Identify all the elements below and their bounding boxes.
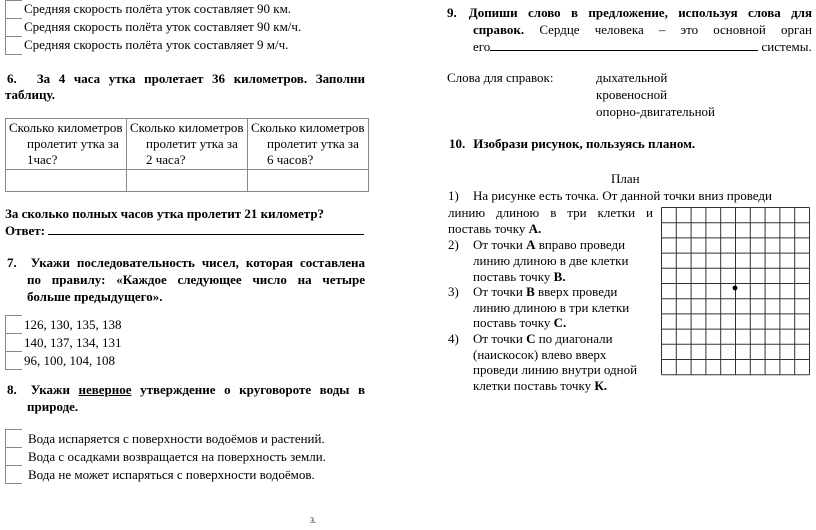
- q7-option-2: 140, 137, 134, 131: [24, 335, 122, 350]
- q9-hint-1: дыхательной: [596, 70, 668, 85]
- q10-step1-l3-pre: поставь точку: [448, 221, 526, 236]
- q5-option-3: Средняя скорость полёта уток составляет 9 м/ч.: [24, 37, 289, 52]
- q9-line3-end: системы.: [761, 39, 812, 54]
- q10-step4-b: С: [526, 331, 536, 346]
- q6-header-1-line3: 1час?: [27, 152, 58, 167]
- q10-step3-l3-pre: поставь точку: [473, 315, 551, 330]
- grid-lines: [662, 208, 810, 375]
- q10-point-a: А.: [528, 221, 542, 236]
- q6-table: [5, 118, 369, 192]
- page-number: 3.: [310, 516, 316, 525]
- q10-step4-l3: проведи линию внутри одной: [473, 362, 638, 377]
- q10-step4-num: 4): [448, 331, 459, 346]
- q10-title: Изобрази рисунок, пользуясь планом.: [473, 136, 696, 151]
- q10-step4-l4: [473, 377, 607, 394]
- q10-step3-l2: линию длиною в три клетки: [473, 300, 630, 315]
- q7-line2: по правилу: «Каждое следующее число на четыре: [27, 272, 365, 287]
- q10-step2-l2: линию длиною в две клетки: [473, 253, 629, 268]
- q10-step3-b: В: [526, 284, 535, 299]
- q6-question: За сколько полных часов утка пролетит 21 километр?: [5, 206, 325, 221]
- q8-option-1: Вода испаряется с поверхности водоёмов и растений.: [28, 431, 325, 446]
- q10-point-k: К.: [594, 378, 608, 393]
- q7-option-1: 126, 130, 135, 138: [24, 317, 122, 332]
- q8-option-2: Вода с осадками возвращается на поверхность земли.: [28, 449, 326, 464]
- q9-hint-label: Слова для справок:: [447, 70, 554, 85]
- q10-point-c: С.: [553, 315, 567, 330]
- q6-header-2-line1: Сколько километров: [130, 120, 244, 135]
- q10-step1-num: 1): [448, 188, 459, 203]
- q8-word2: неверное: [78, 382, 132, 397]
- q10-step2-num: 2): [448, 237, 459, 252]
- q7-number: 7.: [7, 255, 17, 270]
- q6-number: 6.: [7, 71, 17, 86]
- q7-checkbox-3[interactable]: [5, 351, 22, 370]
- q9-hint-3: опорно-двигательной: [596, 104, 715, 119]
- q6-header-2-line2: пролетит утка за: [146, 136, 238, 151]
- q9-line3-start: его: [473, 39, 491, 54]
- start-point: [733, 286, 738, 291]
- q10-step1-l2: линию длиною в три клетки и: [448, 205, 653, 220]
- q10-step4-l4-pre: клетки поставь точку: [473, 378, 592, 393]
- q8-checkbox-3[interactable]: [5, 465, 22, 484]
- q9-line2: [473, 21, 812, 38]
- q8-line2: природе.: [27, 399, 79, 414]
- q8-checkbox-2[interactable]: [5, 447, 22, 466]
- q9-line1: [447, 4, 812, 21]
- q10-title-row: [449, 135, 695, 152]
- q10-point-b: В.: [553, 269, 566, 284]
- q6-answer-line[interactable]: [48, 222, 364, 235]
- q6-text: За 4 часа утка пролетает 36 километров. Заполни: [36, 71, 365, 86]
- q10-step3-num: 3): [448, 284, 459, 299]
- q7-text-1: Укажи последовательность чисел, которая составлена: [30, 255, 365, 270]
- q10-number: 10.: [449, 136, 466, 151]
- q9-hint-2: кровеносной: [596, 87, 668, 102]
- q10-step2-post: вправо проведи: [538, 237, 626, 252]
- q6-line2: таблицу.: [5, 87, 55, 102]
- q10-step4-l2: (наискосок) влево вверх: [473, 347, 607, 362]
- q5-option-1: Средняя скорость полёта уток составляет 90 км.: [24, 1, 292, 16]
- q10-step4-post: по диагонали: [538, 331, 613, 346]
- q8-line1: [5, 381, 365, 398]
- q10-step3-pre: От точки: [473, 284, 523, 299]
- q6-header-1-line2: пролетит утка за: [27, 136, 119, 151]
- q10-step2-pre: От точки: [473, 237, 523, 252]
- q5-checkbox-3[interactable]: [5, 36, 22, 55]
- q6-header-2-line3: 2 часа?: [146, 152, 186, 167]
- q8-checkbox-1[interactable]: [5, 429, 22, 448]
- q10-step2-l3-pre: поставь точку: [473, 269, 551, 284]
- q5-checkbox-1[interactable]: [5, 0, 22, 19]
- q6-header-1-line1: Сколько километров: [9, 120, 123, 135]
- q7-checkbox-1[interactable]: [5, 315, 22, 334]
- q8-rest: утверждение о круговороте воды в: [140, 382, 366, 397]
- q9-text-1: Допиши слово в предложение, используя слова для: [468, 5, 812, 20]
- q9-answer-line[interactable]: [490, 38, 758, 51]
- q6-header-3: [248, 119, 369, 170]
- q8-number: 8.: [7, 382, 17, 397]
- q7-checkbox-2[interactable]: [5, 333, 22, 352]
- q5-option-2: Средняя скорость полёта уток составляет 90 км/ч.: [24, 19, 302, 34]
- q10-step2-b: А: [526, 237, 536, 252]
- q6-line1: [5, 70, 365, 87]
- q10-step1-l3: [448, 220, 541, 237]
- q5-checkbox-2[interactable]: [5, 18, 22, 37]
- q9-line3: [473, 38, 812, 55]
- q9-line2-bold: справок.: [473, 22, 525, 37]
- q6-answer-cell-1[interactable]: [6, 170, 127, 192]
- drawing-grid[interactable]: [661, 207, 813, 377]
- q6-answer-row: [5, 222, 364, 239]
- q10-step3-post: вверх проведи: [537, 284, 618, 299]
- q10-plan-title: План: [611, 171, 640, 186]
- q9-line2-rest: Сердце человека – это основной орган: [539, 22, 813, 37]
- q6-header-1: [6, 119, 127, 170]
- q6-header-3-line2: пролетит утка за: [267, 136, 359, 151]
- q7-option-3: 96, 100, 104, 108: [24, 353, 115, 368]
- q6-header-3-line3: 6 часов?: [267, 152, 314, 167]
- q10-step1-l1: На рисунке есть точка. От данной точки вниз проведи: [473, 188, 772, 203]
- q6-header-3-line1: Сколько километров: [251, 120, 365, 135]
- q8-option-3: Вода не может испаряться с поверхности водоёмов.: [28, 467, 315, 482]
- q10-step4-l1: [473, 330, 613, 347]
- q6-answer-cell-3[interactable]: [248, 170, 369, 192]
- q10-step4-pre: От точки: [473, 331, 523, 346]
- q7-line3: больше предыдущего».: [27, 289, 163, 304]
- q10-step3-l3: [473, 314, 566, 331]
- q6-answer-cell-2[interactable]: [127, 170, 248, 192]
- q7-line1: [5, 254, 365, 271]
- q6-answer-label: Ответ:: [5, 223, 46, 238]
- q9-number: 9.: [447, 5, 457, 20]
- q8-word1: Укажи: [30, 382, 70, 397]
- q6-header-2: [127, 119, 248, 170]
- q10-step3-l1: [473, 283, 617, 300]
- q10-step2-l1: [473, 236, 625, 253]
